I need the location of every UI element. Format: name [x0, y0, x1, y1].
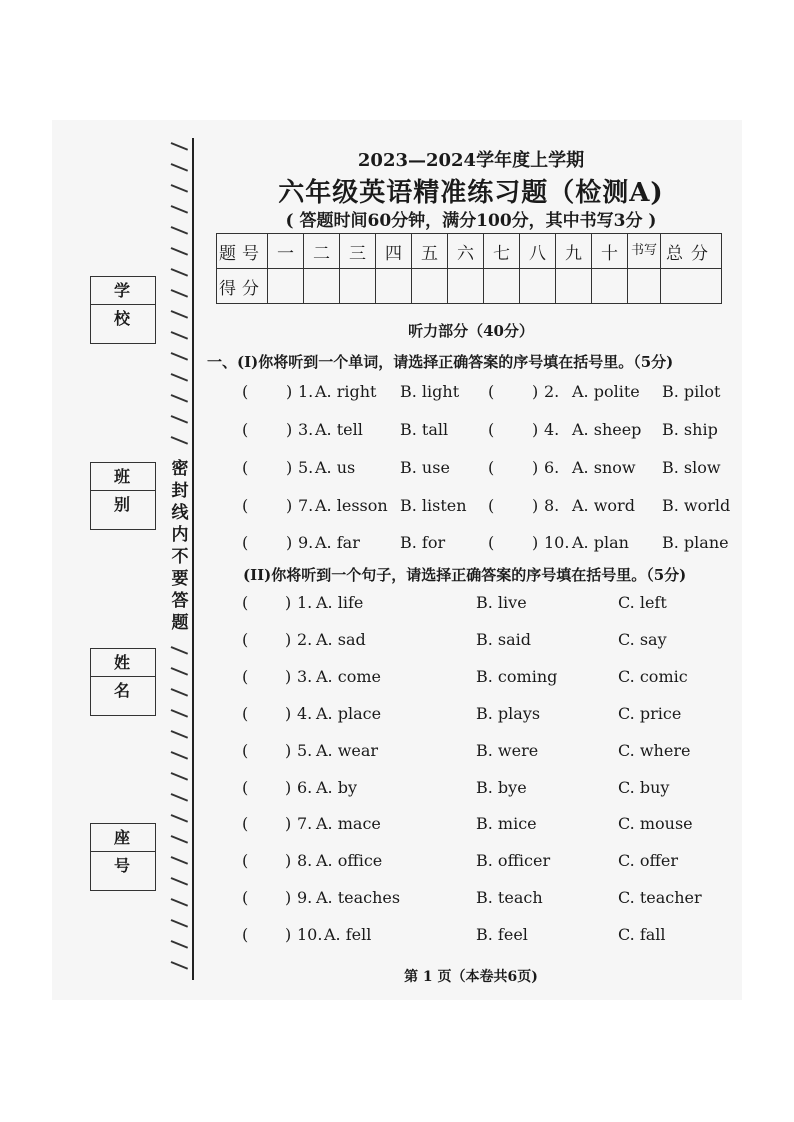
score-cell[interactable]: [340, 269, 376, 304]
option-c: C. comic: [618, 666, 688, 686]
part1-instruction: 一、(I)你将听到一个单词，请选择正确答案的序号填在括号里。（5分): [207, 353, 674, 371]
answer-paren-open: (: [242, 533, 249, 552]
answer-paren-open: (: [242, 593, 249, 612]
answer-paren-close: ): [286, 458, 293, 477]
option-a: A. lesson: [315, 496, 388, 515]
score-cell[interactable]: [376, 269, 412, 304]
question-number: 7.: [298, 496, 314, 515]
seat-box: [90, 823, 156, 891]
name-box: [90, 648, 156, 716]
option-a: A. fell: [324, 925, 372, 945]
option-c: C. fall: [618, 925, 666, 945]
answer-paren-open: (: [242, 888, 249, 908]
option-a: A. us: [315, 458, 356, 477]
answer-paren-close: ): [285, 814, 292, 834]
class-label: 班别: [91, 463, 155, 491]
score-col-header: 八: [520, 234, 556, 269]
score-cell[interactable]: [628, 269, 661, 304]
question-number: 6.: [544, 458, 560, 477]
answer-paren-close: ): [285, 740, 292, 760]
option-c: C. where: [618, 740, 691, 760]
answer-blank[interactable]: [498, 496, 528, 516]
score-col-header: 三: [340, 234, 376, 269]
seal-char: 不: [171, 547, 189, 567]
year-line: 2023—2024学年度上学期: [357, 150, 585, 171]
option-a: A. plan: [572, 533, 629, 552]
question-number: 7.: [297, 814, 313, 834]
answer-paren-close: ): [286, 533, 293, 552]
score-col-header: 一: [268, 234, 304, 269]
question-number: 4.: [297, 703, 313, 723]
option-b: B. teach: [476, 888, 543, 908]
score-cell[interactable]: [448, 269, 484, 304]
score-cell[interactable]: [520, 269, 556, 304]
answer-blank[interactable]: [252, 496, 282, 516]
score-cell[interactable]: [592, 269, 628, 304]
part2-instruction: (II)你将听到一个句子，请选择正确答案的序号填在括号里。（5分): [243, 566, 687, 584]
option-b: B. world: [662, 496, 731, 515]
answer-blank[interactable]: [252, 593, 282, 613]
question-number: 6.: [297, 777, 313, 797]
question-number: 1.: [298, 382, 314, 401]
answer-paren-close: ): [532, 382, 539, 401]
answer-blank[interactable]: [252, 420, 282, 440]
option-c: C. price: [618, 703, 682, 723]
option-b: B. ship: [662, 420, 718, 439]
question-number: 9.: [298, 533, 314, 552]
option-a: A. wear: [316, 740, 379, 760]
answer-blank[interactable]: [252, 382, 282, 402]
option-c: C. offer: [618, 851, 678, 871]
option-a: A. life: [316, 593, 364, 612]
option-b: B. light: [400, 382, 460, 401]
seal-char: 答: [171, 591, 189, 611]
answer-paren-open: (: [242, 496, 249, 515]
question-number: 3.: [297, 666, 313, 686]
answer-blank[interactable]: [252, 925, 282, 945]
option-c: C. left: [618, 593, 667, 612]
answer-paren-open: (: [242, 666, 249, 686]
question-number: 5.: [297, 740, 313, 760]
option-a: A. sheep: [572, 420, 642, 439]
answer-paren-close: ): [532, 533, 539, 552]
answer-paren-close: ): [285, 851, 292, 871]
option-b: B. feel: [476, 925, 528, 945]
question-number: 3.: [298, 420, 314, 439]
answer-paren-close: ): [286, 420, 293, 439]
option-b: B. plane: [662, 533, 729, 552]
option-a: A. place: [316, 703, 382, 723]
answer-blank[interactable]: [252, 888, 282, 908]
name-label: 姓名: [91, 649, 155, 677]
seal-char: 要: [171, 569, 189, 589]
answer-paren-open: (: [242, 777, 249, 797]
answer-paren-open: (: [242, 382, 249, 401]
page-footer: 第 1 页（本卷共6页): [404, 969, 538, 985]
answer-paren-close: ): [285, 777, 292, 797]
option-a: A. mace: [316, 814, 381, 834]
score-col-header: 二: [304, 234, 340, 269]
question-number: 10.: [544, 533, 570, 552]
answer-blank[interactable]: [498, 458, 528, 478]
seal-char: 封: [171, 481, 189, 501]
answer-blank[interactable]: [252, 533, 282, 553]
option-a: A. come: [316, 666, 381, 686]
option-a: A. sad: [316, 629, 366, 649]
score-table: [216, 233, 722, 304]
option-b: B. were: [476, 740, 539, 760]
answer-paren-close: ): [532, 458, 539, 477]
score-col-header: 四: [376, 234, 412, 269]
question-number: 2.: [544, 382, 560, 401]
answer-blank[interactable]: [498, 420, 528, 440]
seal-char: 线: [171, 503, 189, 523]
option-b: B. mice: [476, 814, 537, 834]
answer-blank[interactable]: [252, 741, 282, 761]
answer-paren-open: (: [488, 458, 495, 477]
question-number: 10.: [297, 925, 323, 945]
score-cell[interactable]: [556, 269, 592, 304]
score-col-header: 六: [448, 234, 484, 269]
listening-section-title: 听力部分（40分）: [408, 322, 534, 340]
answer-paren-open: (: [242, 740, 249, 760]
score-label: 得分: [217, 269, 268, 304]
question-number: 9.: [297, 888, 313, 908]
option-b: B. plays: [476, 703, 541, 723]
score-col-header: 九: [556, 234, 592, 269]
answer-paren-close: ): [285, 593, 292, 612]
answer-paren-close: ): [285, 703, 292, 723]
option-a: A. snow: [572, 458, 636, 477]
option-b: B. bye: [476, 777, 527, 797]
question-number: 2.: [297, 629, 313, 649]
option-a: A. tell: [315, 420, 363, 439]
score-cell[interactable]: [304, 269, 340, 304]
writing-col-header: 书写: [628, 234, 661, 269]
option-b: B. officer: [476, 851, 551, 871]
seal-char: 密: [171, 459, 189, 479]
answer-paren-open: (: [242, 814, 249, 834]
score-col-header: 五: [412, 234, 448, 269]
score-cell[interactable]: [412, 269, 448, 304]
question-number: 1.: [297, 593, 313, 612]
score-col-header: 七: [484, 234, 520, 269]
option-b: B. coming: [476, 666, 558, 686]
option-b: B. listen: [400, 496, 467, 515]
answer-paren-open: (: [242, 458, 249, 477]
option-b: B. tall: [400, 420, 449, 439]
option-c: C. say: [618, 629, 667, 649]
answer-paren-open: (: [488, 533, 495, 552]
answer-paren-open: (: [488, 496, 495, 515]
seal-char: 内: [171, 525, 189, 545]
answer-paren-open: (: [242, 629, 249, 649]
question-number: 8.: [544, 496, 560, 515]
option-a: A. polite: [572, 382, 640, 401]
school-label: 学校: [91, 277, 155, 305]
option-a: A. by: [316, 777, 358, 797]
school-box: [90, 276, 156, 344]
seal-line-notice: [170, 458, 190, 634]
exam-title: 六年级英语精准练习题（检测A): [278, 178, 664, 208]
answer-paren-open: (: [242, 420, 249, 439]
answer-blank[interactable]: [498, 382, 528, 402]
class-box: [90, 462, 156, 530]
question-number-label: 题号: [217, 234, 268, 269]
answer-paren-close: ): [286, 496, 293, 515]
answer-paren-open: (: [242, 925, 249, 945]
score-col-header: 十: [592, 234, 628, 269]
option-a: A. word: [572, 496, 635, 515]
seat-label: 座号: [91, 824, 155, 852]
answer-blank[interactable]: [252, 778, 282, 798]
answer-blank[interactable]: [252, 851, 282, 871]
option-c: C. mouse: [618, 814, 693, 834]
option-b: B. said: [476, 629, 532, 649]
answer-paren-close: ): [286, 382, 293, 401]
option-c: C. buy: [618, 777, 670, 797]
answer-blank[interactable]: [252, 704, 282, 724]
answer-paren-open: (: [242, 851, 249, 871]
option-a: A. office: [316, 851, 383, 871]
option-a: A. teaches: [316, 888, 401, 908]
total-score-label: 总分: [661, 234, 722, 269]
total-score-cell[interactable]: [661, 269, 722, 304]
binding-line: [192, 138, 194, 980]
answer-paren-close: ): [285, 629, 292, 649]
score-table-score-row: [217, 269, 722, 304]
score-cell[interactable]: [268, 269, 304, 304]
answer-paren-open: (: [242, 703, 249, 723]
answer-blank[interactable]: [252, 667, 282, 687]
answer-paren-open: (: [488, 420, 495, 439]
option-b: B. for: [400, 533, 446, 552]
option-a: A. far: [315, 533, 360, 552]
score-table-header-row: [217, 234, 722, 269]
seal-char: 题: [171, 613, 189, 633]
score-cell[interactable]: [484, 269, 520, 304]
option-b: B. use: [400, 458, 450, 477]
option-b: B. pilot: [662, 382, 721, 401]
answer-blank[interactable]: [252, 630, 282, 650]
answer-blank[interactable]: [498, 533, 528, 553]
question-number: 5.: [298, 458, 314, 477]
answer-blank[interactable]: [252, 814, 282, 834]
answer-paren-close: ): [285, 925, 292, 945]
option-b: B. slow: [662, 458, 721, 477]
option-a: A. right: [315, 382, 377, 401]
question-number: 8.: [297, 851, 313, 871]
answer-paren-close: ): [285, 666, 292, 686]
option-b: B. live: [476, 593, 527, 612]
answer-blank[interactable]: [252, 458, 282, 478]
option-c: C. teacher: [618, 888, 702, 908]
answer-paren-close: ): [532, 496, 539, 515]
answer-paren-close: ): [285, 888, 292, 908]
answer-paren-open: (: [488, 382, 495, 401]
answer-paren-close: ): [532, 420, 539, 439]
question-number: 4.: [544, 420, 560, 439]
exam-subtitle: ( 答题时间60分钟，满分100分，其中书写3分 ): [285, 211, 657, 231]
